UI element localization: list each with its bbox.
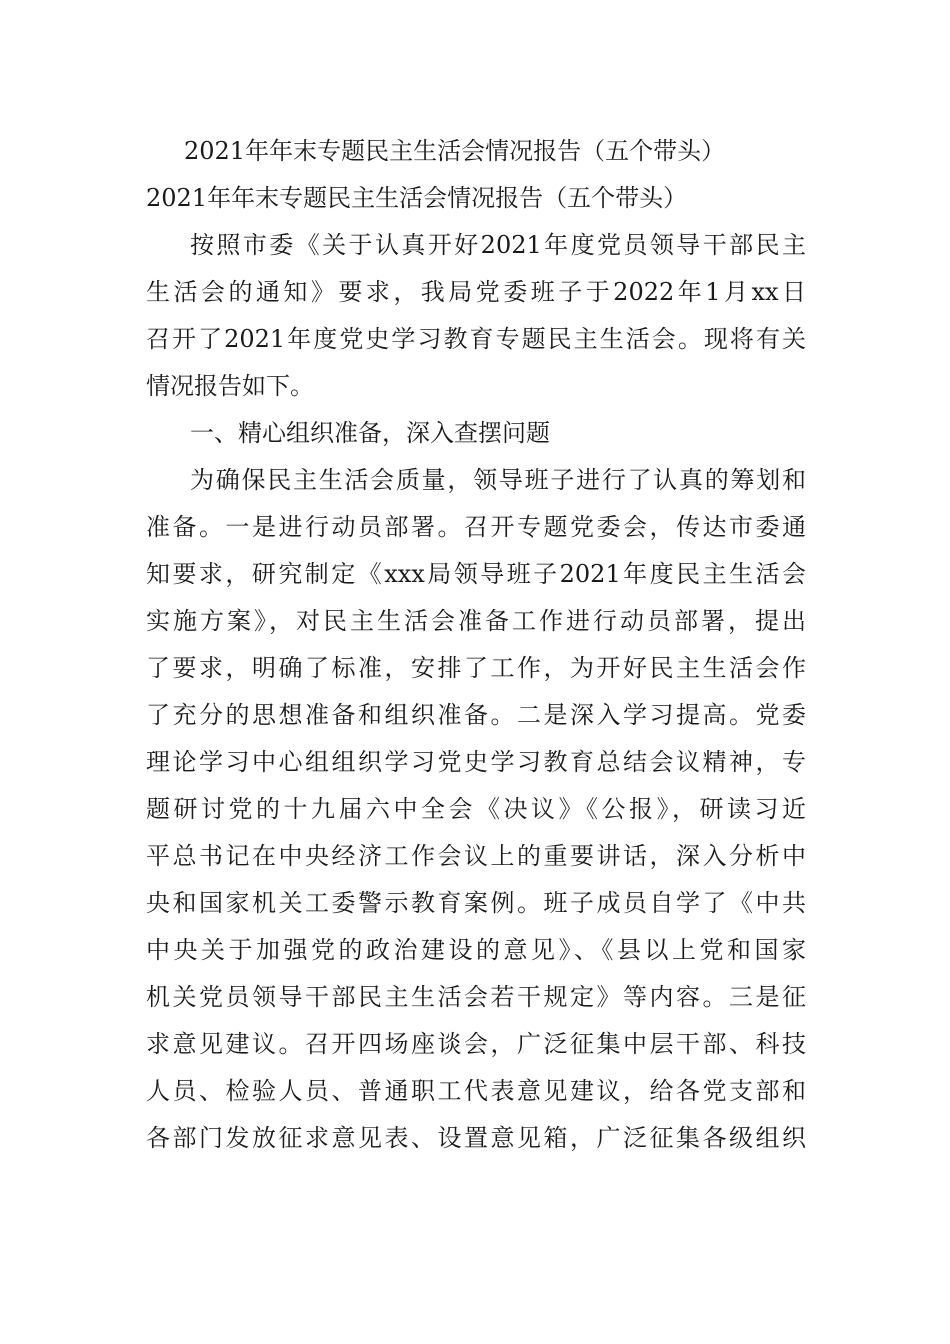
paragraph-line: 理论学习中心组组织学习党史学习教育总结会议精神，专 (146, 748, 806, 776)
paragraph-line: 各部门发放征求意见表、设置意见箱，广泛征集各级组织 (146, 1124, 806, 1152)
document-title-repeat: 2021年年末专题民主生活会情况报告（五个带头） (146, 184, 688, 212)
paragraph-line: 按照市委《关于认真开好2021年度党员领导干部民主 (190, 231, 806, 259)
paragraph-line: 情况报告如下。 (146, 372, 314, 400)
paragraph-line: 人员、检验人员、普通职工代表意见建议，给各党支部和 (146, 1077, 806, 1105)
document-body (146, 128, 806, 1162)
paragraph-line: 求意见建议。召开四场座谈会，广泛征集中层干部、科技 (146, 1030, 806, 1058)
paragraph-line: 平总书记在中央经济工作会议上的重要讲话，深入分析中 (146, 842, 806, 870)
document-title: 2021年年末专题民主生活会情况报告（五个带头） (184, 137, 726, 165)
paragraph-line: 中央关于加强党的政治建设的意见》、《县以上党和国家 (146, 936, 806, 964)
paragraph-line: 为确保民主生活会质量，领导班子进行了认真的筹划和 (190, 466, 806, 494)
paragraph-line: 准备。一是进行动员部署。召开专题党委会，传达市委通 (146, 513, 806, 541)
paragraph-line: 知要求，研究制定《xxx局领导班子2021年度民主生活会 (146, 560, 806, 588)
paragraph-line: 了要求，明确了标准，安排了工作，为开好民主生活会作 (146, 654, 806, 682)
paragraph-line: 实施方案》，对民主生活会准备工作进行动员部署，提出 (146, 607, 806, 635)
paragraph-line: 机关党员领导干部民主生活会若干规定》等内容。三是征 (146, 983, 806, 1011)
paragraph-line: 央和国家机关工委警示教育案例。班子成员自学了《中共 (146, 889, 806, 917)
paragraph-line: 召开了2021年度党史学习教育专题民主生活会。现将有关 (146, 325, 806, 353)
paragraph-line: 了充分的思想准备和组织准备。二是深入学习提高。党委 (146, 701, 806, 729)
section-heading: 一、精心组织准备，深入查摆问题 (190, 419, 550, 447)
paragraph-line: 题研讨党的十九届六中全会《决议》《公报》，研读习近 (146, 795, 806, 823)
paragraph-line: 生活会的通知》要求，我局党委班子于2022年1月xx日 (146, 278, 806, 306)
